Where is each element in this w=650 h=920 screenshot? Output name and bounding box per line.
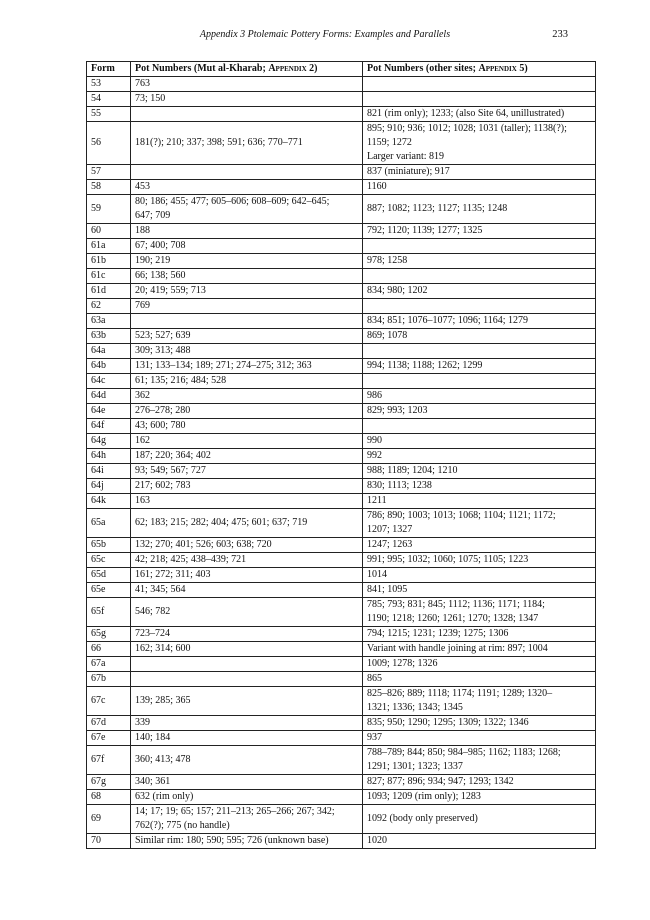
cell-form: 67g [87, 775, 131, 790]
cell-mut-al-kharab [131, 598, 363, 627]
cell-form: 67a [87, 657, 131, 672]
cell-line: 132; 270; 401; 526; 603; 638; 720 [135, 539, 272, 550]
cell-mut-al-kharab [131, 657, 363, 672]
cell-line: 20; 419; 559; 713 [135, 285, 206, 296]
cell-line: 140; 184 [135, 732, 171, 743]
table-row [87, 224, 596, 239]
table-row [87, 165, 596, 180]
cell-mut-al-kharab [131, 449, 363, 464]
cell-other-sites [363, 239, 596, 254]
cell-other-sites [363, 389, 596, 404]
cell-line: 217; 602; 783 [135, 480, 191, 491]
cell-mut-al-kharab [131, 224, 363, 239]
cell-form: 65c [87, 553, 131, 568]
cell-mut-al-kharab [131, 746, 363, 775]
cell-other-sites [363, 775, 596, 790]
cell-line: 43; 600; 780 [135, 420, 186, 431]
table-row [87, 731, 596, 746]
table-row [87, 479, 596, 494]
table-row [87, 314, 596, 329]
cell-form: 68 [87, 790, 131, 805]
cell-other-sites [363, 583, 596, 598]
cell-mut-al-kharab [131, 716, 363, 731]
cell-line: 834; 980; 1202 [367, 285, 428, 296]
cell-line: 1291; 1301; 1323; 1337 [367, 761, 463, 772]
table-row [87, 687, 596, 716]
cell-line: 162 [135, 435, 150, 446]
cell-line: 1211 [367, 495, 387, 506]
cell-form: 65e [87, 583, 131, 598]
cell-line: 181(?); 210; 337; 398; 591; 636; 770–771 [135, 137, 303, 148]
cell-line: 523; 527; 639 [135, 330, 191, 341]
cell-line: 187; 220; 364; 402 [135, 450, 211, 461]
cell-line: 837 (miniature); 917 [367, 166, 450, 177]
cell-other-sites [363, 672, 596, 687]
cell-line: 309; 313; 488 [135, 345, 191, 356]
cell-mut-al-kharab [131, 299, 363, 314]
cell-form: 64b [87, 359, 131, 374]
cell-mut-al-kharab [131, 538, 363, 553]
cell-line: 887; 1082; 1123; 1127; 1135; 1248 [367, 203, 508, 214]
header-other-sites [363, 62, 596, 77]
table-row [87, 329, 596, 344]
cell-line: 131; 133–134; 189; 271; 274–275; 312; 363 [135, 360, 312, 371]
cell-line: 865 [367, 673, 382, 684]
table-row [87, 404, 596, 419]
cell-mut-al-kharab [131, 314, 363, 329]
cell-line: 80; 186; 455; 477; 605–606; 608–609; 642–645; [135, 196, 330, 207]
cell-line: 61; 135; 216; 484; 528 [135, 375, 227, 386]
cell-other-sites [363, 269, 596, 284]
header-other-end: 5) [516, 63, 528, 74]
cell-mut-al-kharab [131, 239, 363, 254]
cell-line: 994; 1138; 1188; 1262; 1299 [367, 360, 483, 371]
cell-other-sites [363, 180, 596, 195]
cell-mut-al-kharab [131, 92, 363, 107]
header-form: Form [87, 62, 131, 77]
cell-mut-al-kharab [131, 180, 363, 195]
table-row [87, 553, 596, 568]
cell-mut-al-kharab [131, 374, 363, 389]
cell-mut-al-kharab [131, 627, 363, 642]
cell-line: 785; 793; 831; 845; 1112; 1136; 1171; 1184; [367, 599, 545, 610]
cell-form: 53 [87, 77, 131, 92]
cell-mut-al-kharab [131, 122, 363, 165]
cell-other-sites [363, 553, 596, 568]
cell-other-sites [363, 731, 596, 746]
cell-line: 1160 [367, 181, 387, 192]
cell-mut-al-kharab [131, 672, 363, 687]
table-row [87, 598, 596, 627]
cell-mut-al-kharab [131, 344, 363, 359]
cell-other-sites [363, 314, 596, 329]
cell-line: 42; 218; 425; 438–439; 721 [135, 554, 247, 565]
cell-other-sites [363, 834, 596, 849]
cell-line: 821 (rim only); 1233; (also Site 64, unillustrated) [367, 108, 565, 119]
header-mut-appendix: Appendix [268, 63, 307, 74]
page-number: 233 [552, 29, 568, 40]
table-row [87, 449, 596, 464]
cell-other-sites [363, 284, 596, 299]
cell-mut-al-kharab [131, 165, 363, 180]
cell-form: 65f [87, 598, 131, 627]
cell-line: 991; 995; 1032; 1060; 1075; 1105; 1223 [367, 554, 529, 565]
cell-mut-al-kharab [131, 107, 363, 122]
cell-mut-al-kharab [131, 583, 363, 598]
cell-form: 58 [87, 180, 131, 195]
cell-line: Larger variant: 819 [367, 151, 445, 162]
cell-other-sites [363, 195, 596, 224]
table-row [87, 92, 596, 107]
cell-mut-al-kharab [131, 284, 363, 299]
cell-line: 895; 910; 936; 1012; 1028; 1031 (taller); 1138(?); [367, 123, 567, 134]
cell-mut-al-kharab [131, 494, 363, 509]
cell-mut-al-kharab [131, 568, 363, 583]
cell-mut-al-kharab [131, 404, 363, 419]
table-row [87, 568, 596, 583]
cell-line: 1321; 1336; 1343; 1345 [367, 702, 463, 713]
header-mut-al-kharab [131, 62, 363, 77]
cell-other-sites [363, 122, 596, 165]
cell-form: 64i [87, 464, 131, 479]
table-row [87, 716, 596, 731]
table-row [87, 344, 596, 359]
cell-form: 63b [87, 329, 131, 344]
cell-form: 65g [87, 627, 131, 642]
cell-form: 54 [87, 92, 131, 107]
table-row [87, 299, 596, 314]
header-other-text: Pot Numbers (other sites; [367, 63, 479, 74]
cell-mut-al-kharab [131, 687, 363, 716]
table-row [87, 583, 596, 598]
table-row [87, 107, 596, 122]
cell-line: 1092 (body only preserved) [367, 813, 478, 824]
cell-line: 66; 138; 560 [135, 270, 186, 281]
cell-mut-al-kharab [131, 553, 363, 568]
table-row [87, 434, 596, 449]
cell-other-sites [363, 627, 596, 642]
cell-other-sites [363, 642, 596, 657]
table-row [87, 195, 596, 224]
cell-line: 763 [135, 78, 150, 89]
header-mut-end: 2) [306, 63, 318, 74]
cell-other-sites [363, 77, 596, 92]
table-row [87, 627, 596, 642]
cell-form: 63a [87, 314, 131, 329]
cell-line: 190; 219 [135, 255, 171, 266]
table-row [87, 509, 596, 538]
table-row [87, 746, 596, 775]
table-row [87, 122, 596, 165]
cell-line: 937 [367, 732, 382, 743]
running-head-title: Appendix 3 Ptolemaic Pottery Forms: Examples and Parallels [199, 29, 451, 40]
cell-other-sites [363, 464, 596, 479]
cell-line: 834; 851; 1076–1077; 1096; 1164; 1279 [367, 315, 529, 326]
cell-line: 762(?); 775 (no handle) [135, 820, 230, 831]
table-row [87, 239, 596, 254]
table-row [87, 359, 596, 374]
table-row [87, 389, 596, 404]
cell-other-sites [363, 374, 596, 389]
cell-line: 1207; 1327 [367, 524, 413, 535]
cell-line: 360; 413; 478 [135, 754, 191, 765]
cell-line: 788–789; 844; 850; 984–985; 1162; 1183; 1268; [367, 747, 561, 758]
cell-line: 453 [135, 181, 150, 192]
cell-form: 70 [87, 834, 131, 849]
cell-line: 1190; 1218; 1260; 1261; 1270; 1328; 1347 [367, 613, 539, 624]
cell-line: 835; 950; 1290; 1295; 1309; 1322; 1346 [367, 717, 529, 728]
table-header-row [87, 62, 596, 77]
cell-other-sites [363, 687, 596, 716]
cell-other-sites [363, 657, 596, 672]
cell-form: 64f [87, 419, 131, 434]
cell-form: 61a [87, 239, 131, 254]
cell-line: 992 [367, 450, 382, 461]
cell-line: 1009; 1278; 1326 [367, 658, 438, 669]
cell-other-sites [363, 107, 596, 122]
cell-form: 64g [87, 434, 131, 449]
cell-line: 139; 285; 365 [135, 695, 191, 706]
cell-line: 62; 183; 215; 282; 404; 475; 601; 637; 719 [135, 517, 308, 528]
table-row [87, 464, 596, 479]
cell-mut-al-kharab [131, 434, 363, 449]
cell-other-sites [363, 479, 596, 494]
header-mut-text: Pot Numbers (Mut al-Kharab; [135, 63, 269, 74]
cell-line: 986 [367, 390, 382, 401]
cell-line: 794; 1215; 1231; 1239; 1275; 1306 [367, 628, 509, 639]
cell-mut-al-kharab [131, 269, 363, 284]
cell-mut-al-kharab [131, 419, 363, 434]
cell-mut-al-kharab [131, 775, 363, 790]
table-row [87, 374, 596, 389]
table-row [87, 538, 596, 553]
table-row [87, 805, 596, 834]
cell-form: 67b [87, 672, 131, 687]
cell-mut-al-kharab [131, 254, 363, 269]
cell-other-sites [363, 746, 596, 775]
cell-form: 60 [87, 224, 131, 239]
cell-other-sites [363, 805, 596, 834]
cell-mut-al-kharab [131, 389, 363, 404]
cell-line: 162; 314; 600 [135, 643, 191, 654]
cell-line: 161; 272; 311; 403 [135, 569, 211, 580]
cell-form: 55 [87, 107, 131, 122]
cell-other-sites [363, 449, 596, 464]
cell-line: 14; 17; 19; 65; 157; 211–213; 265–266; 267; 342; [135, 806, 335, 817]
table-row [87, 180, 596, 195]
cell-line: 1093; 1209 (rim only); 1283 [367, 791, 481, 802]
cell-form: 67c [87, 687, 131, 716]
cell-line: 1247; 1263 [367, 539, 413, 550]
cell-other-sites [363, 344, 596, 359]
cell-form: 61c [87, 269, 131, 284]
cell-mut-al-kharab [131, 790, 363, 805]
cell-mut-al-kharab [131, 642, 363, 657]
cell-mut-al-kharab [131, 195, 363, 224]
cell-mut-al-kharab [131, 77, 363, 92]
pottery-forms-table [86, 61, 596, 849]
cell-form: 65a [87, 509, 131, 538]
cell-form: 64h [87, 449, 131, 464]
cell-other-sites [363, 359, 596, 374]
cell-other-sites [363, 494, 596, 509]
cell-form: 59 [87, 195, 131, 224]
cell-line: 841; 1095 [367, 584, 408, 595]
cell-line: 1020 [367, 835, 387, 846]
cell-other-sites [363, 790, 596, 805]
cell-mut-al-kharab [131, 834, 363, 849]
cell-line: 829; 993; 1203 [367, 405, 428, 416]
cell-line: 723–724 [135, 628, 170, 639]
cell-line: 188 [135, 225, 150, 236]
cell-other-sites [363, 419, 596, 434]
table-row [87, 269, 596, 284]
table-body [87, 77, 596, 849]
cell-line: 1159; 1272 [367, 137, 412, 148]
cell-line: 825–826; 889; 1118; 1174; 1191; 1289; 1320– [367, 688, 553, 699]
cell-other-sites [363, 224, 596, 239]
cell-form: 62 [87, 299, 131, 314]
cell-mut-al-kharab [131, 464, 363, 479]
cell-form: 57 [87, 165, 131, 180]
table-row [87, 419, 596, 434]
cell-other-sites [363, 716, 596, 731]
cell-line: 41; 345; 564 [135, 584, 186, 595]
cell-line: 93; 549; 567; 727 [135, 465, 206, 476]
cell-other-sites [363, 329, 596, 344]
cell-other-sites [363, 598, 596, 627]
cell-other-sites [363, 538, 596, 553]
cell-form: 69 [87, 805, 131, 834]
cell-line: 827; 877; 896; 934; 947; 1293; 1342 [367, 776, 514, 787]
cell-other-sites [363, 568, 596, 583]
cell-line: 647; 709 [135, 210, 171, 221]
table-row [87, 672, 596, 687]
cell-form: 64d [87, 389, 131, 404]
cell-line: 830; 1113; 1238 [367, 480, 432, 491]
table-row [87, 494, 596, 509]
table-row [87, 790, 596, 805]
cell-form: 64k [87, 494, 131, 509]
cell-mut-al-kharab [131, 329, 363, 344]
cell-form: 61d [87, 284, 131, 299]
table-row [87, 775, 596, 790]
cell-form: 67f [87, 746, 131, 775]
cell-line: 276–278; 280 [135, 405, 191, 416]
cell-line: Variant with handle joining at rim: 897; 1004 [367, 643, 548, 654]
cell-mut-al-kharab [131, 731, 363, 746]
table-row [87, 657, 596, 672]
table-row [87, 642, 596, 657]
cell-other-sites [363, 299, 596, 314]
cell-other-sites [363, 165, 596, 180]
cell-form: 64j [87, 479, 131, 494]
cell-mut-al-kharab [131, 359, 363, 374]
cell-form: 64e [87, 404, 131, 419]
header-other-appendix: Appendix [478, 63, 517, 74]
cell-line: 1014 [367, 569, 387, 580]
cell-line: 632 (rim only) [135, 791, 194, 802]
cell-other-sites [363, 254, 596, 269]
cell-form: 64a [87, 344, 131, 359]
table-row [87, 834, 596, 849]
cell-line: 792; 1120; 1139; 1277; 1325 [367, 225, 483, 236]
cell-line: 786; 890; 1003; 1013; 1068; 1104; 1121; 1172; [367, 510, 556, 521]
table-row [87, 77, 596, 92]
cell-mut-al-kharab [131, 805, 363, 834]
cell-other-sites [363, 404, 596, 419]
cell-other-sites [363, 509, 596, 538]
cell-mut-al-kharab [131, 509, 363, 538]
running-head [0, 27, 650, 45]
cell-line: 990 [367, 435, 382, 446]
cell-other-sites [363, 92, 596, 107]
cell-line: 67; 400; 708 [135, 240, 186, 251]
cell-line: 769 [135, 300, 150, 311]
cell-line: 339 [135, 717, 150, 728]
cell-other-sites [363, 434, 596, 449]
cell-mut-al-kharab [131, 479, 363, 494]
cell-line: 978; 1258 [367, 255, 408, 266]
cell-line: 340; 361 [135, 776, 171, 787]
cell-line: 546; 782 [135, 606, 171, 617]
cell-line: 869; 1078 [367, 330, 408, 341]
cell-line: Similar rim: 180; 590; 595; 726 (unknown base) [135, 835, 329, 846]
cell-form: 67d [87, 716, 131, 731]
cell-form: 67e [87, 731, 131, 746]
cell-line: 362 [135, 390, 150, 401]
cell-form: 65b [87, 538, 131, 553]
table-row [87, 254, 596, 269]
cell-form: 61b [87, 254, 131, 269]
cell-form: 56 [87, 122, 131, 165]
table-row [87, 284, 596, 299]
cell-line: 73; 150 [135, 93, 166, 104]
cell-form: 65d [87, 568, 131, 583]
cell-form: 66 [87, 642, 131, 657]
cell-line: 988; 1189; 1204; 1210 [367, 465, 458, 476]
cell-form: 64c [87, 374, 131, 389]
cell-line: 163 [135, 495, 150, 506]
